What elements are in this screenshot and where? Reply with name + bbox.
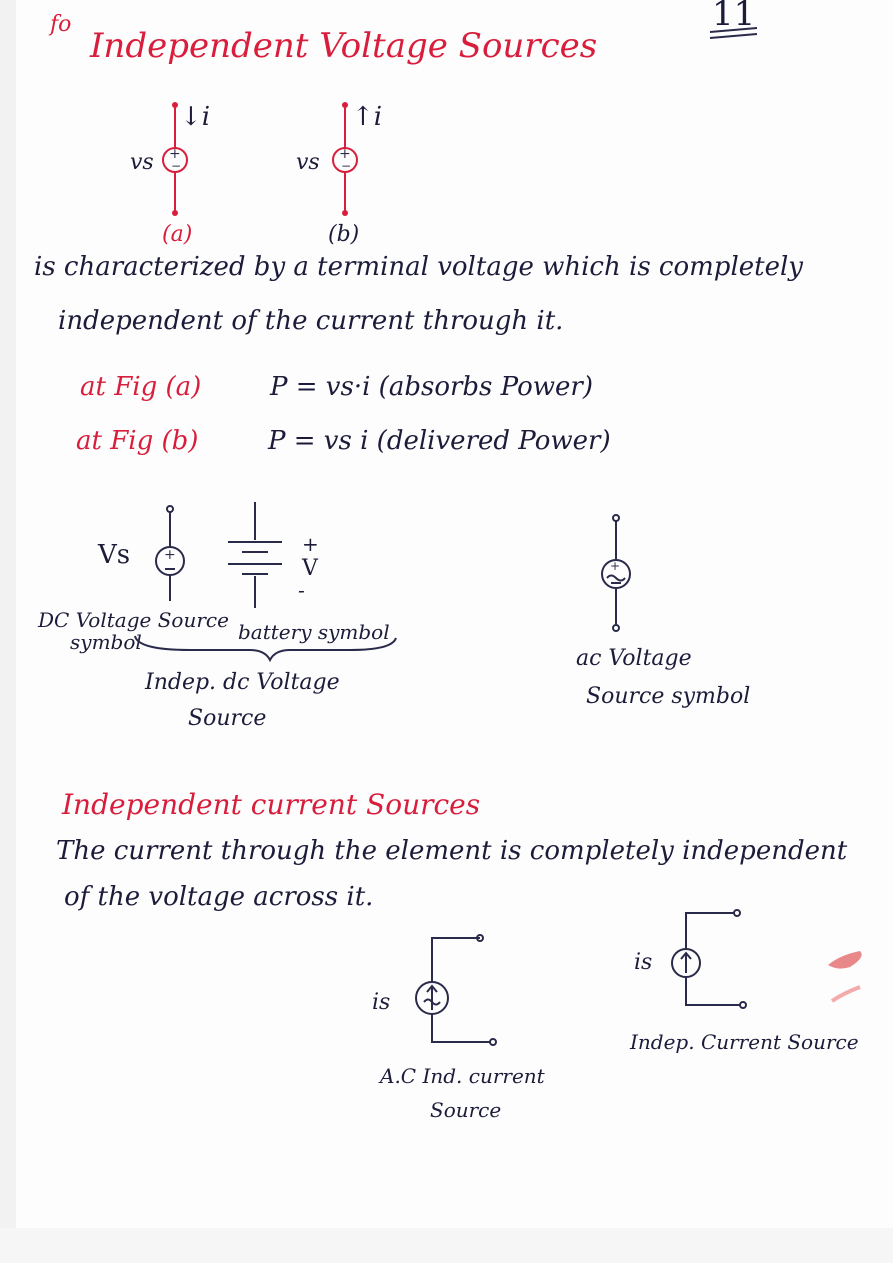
dc-symbol-caption-line1: DC Voltage Source [38,608,229,632]
battery-caption: battery symbol [238,620,390,644]
svg-text:+: + [339,146,351,162]
ac-current-caption-line1: A.C Ind. current [380,1064,545,1088]
battery-minus: - [298,578,305,602]
fig-b-voltage: vs [296,150,320,175]
fig-a-voltage: vs [130,150,154,175]
dc-symbol-caption-line2: symbol [70,630,142,654]
section2-title: Independent current Sources [62,788,481,821]
ac-caption-line2: Source symbol [586,684,751,709]
battery-symbol [220,500,300,610]
eq-b-label: at Fig (b) [76,426,199,456]
section2-desc-line1: The current through the element is completely independent [56,836,848,866]
page-bottom-edge [0,1228,893,1263]
battery-v: V [302,556,318,581]
eq-b: P = vs i (delivered Power) [268,426,611,456]
dc-voltage-source-symbol [140,505,200,605]
fig-a-caption: (a) [162,222,193,247]
indep-dc-line2: Source [188,706,267,731]
indep-dc-line1: Indep. dc Voltage [145,670,340,695]
fig-a-current: ↓i [180,102,211,132]
svg-text:+: + [610,559,621,573]
corner-note: fo [50,12,72,37]
battery-plus: + [302,532,319,556]
ac-current-source-symbol [410,930,520,1050]
ac-caption-line1: ac Voltage [576,646,692,671]
section1-desc-line2: independent of the current through it. [58,306,564,336]
ac-current-label: is [372,990,391,1015]
page-number-underline [705,26,765,46]
dc-current-source-symbol [670,905,770,1015]
eq-a: P = vs·i (absorbs Power) [270,372,593,402]
dc-current-caption: Indep. Current Source [630,1030,859,1054]
section1-desc-line1: is characterized by a terminal voltage which is completely [34,252,803,282]
ac-voltage-source-symbol [592,512,642,632]
page-number: 11 [712,0,756,34]
dc-current-label: is [634,950,653,975]
eq-a-label: at Fig (a) [80,372,202,402]
svg-text:+: + [169,146,181,162]
grouping-brace [130,634,410,664]
svg-text:−: − [171,159,182,173]
fig-b-caption: (b) [328,222,360,247]
fig-b-current: ↑i [352,102,383,132]
dc-source-label: Vs [98,540,131,570]
ink-smudge [820,945,880,1005]
section1-title: Independent Voltage Sources [90,26,598,66]
svg-text:+: + [164,547,176,563]
page-left-edge [0,0,16,1263]
ac-current-caption-line2: Source [430,1098,502,1122]
svg-text:−: − [341,159,352,173]
section2-desc-line2: of the voltage across it. [64,882,374,912]
